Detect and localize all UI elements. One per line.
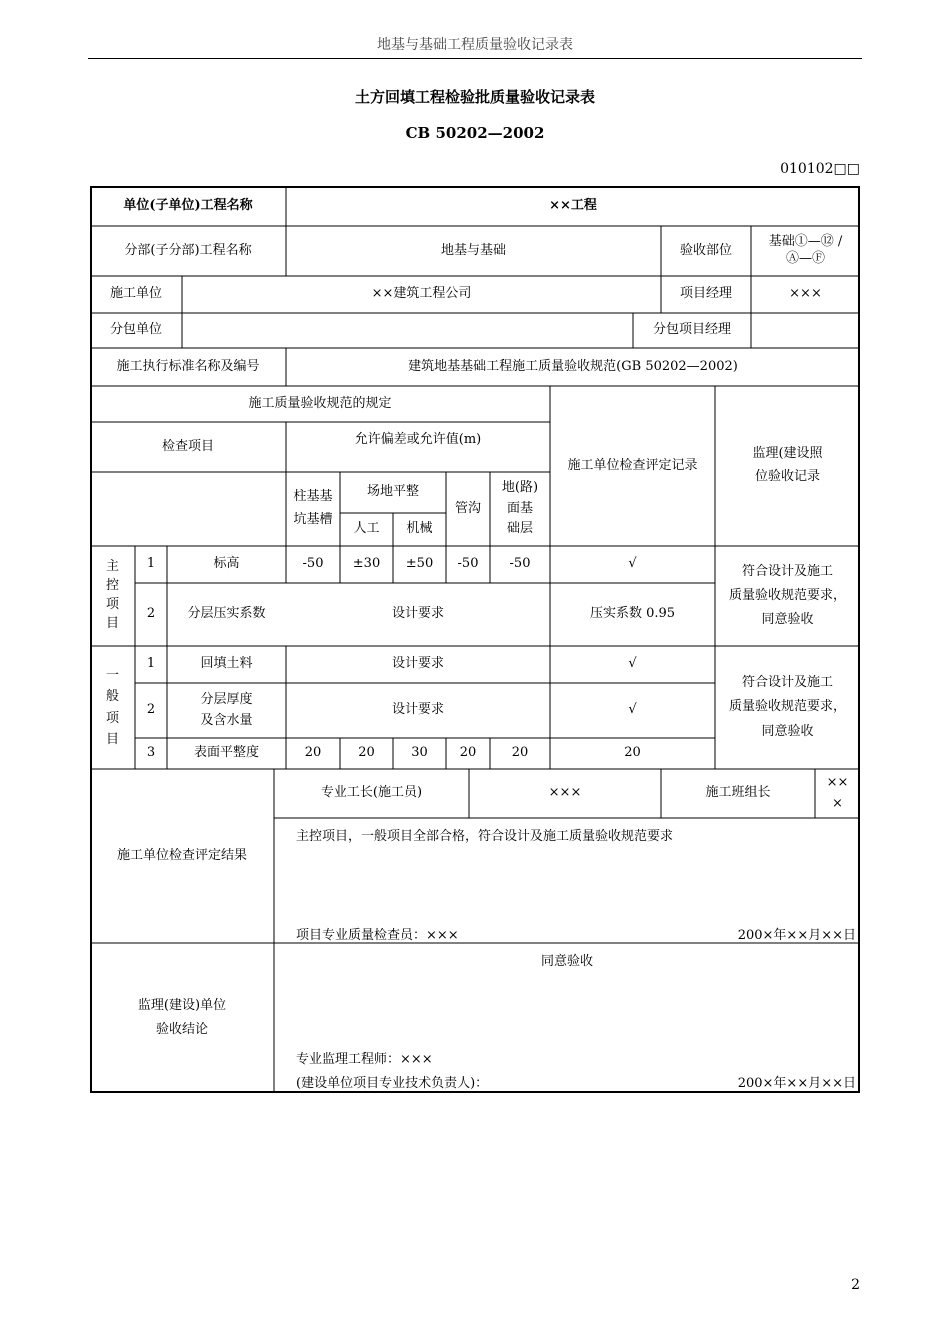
main-items-group-label: [90, 546, 135, 646]
main-row1-value-manual: ±30: [352, 556, 381, 572]
general-conclusion-line2: 质量验收规范要求，: [728, 699, 846, 715]
main-row2-record: 压实系数 0.95: [589, 606, 676, 622]
general-row2-name-line1: 分层厚度: [200, 691, 253, 707]
project-manager: ×××: [789, 286, 822, 302]
general-row1-record: √: [628, 656, 637, 672]
general-group-char: 一: [105, 667, 119, 683]
form-code: 010102□□: [780, 161, 860, 177]
standard-value: 建筑地基基础工程施工质量验收规范(GB 50202—2002): [408, 358, 738, 374]
supervisor-result-label: [90, 943, 274, 1093]
main-group-char: 项: [105, 597, 119, 612]
general-row2-name: [167, 683, 286, 738]
subproject-name: 地基与基础: [440, 242, 506, 258]
main-row1-value-machine: ±50: [405, 556, 434, 572]
main-row1-value-pit: -50: [302, 556, 324, 572]
subproject-label: 分部(子分部)工程名称: [124, 242, 252, 258]
main-group-char: 控: [105, 578, 119, 594]
general-group-char: 般: [105, 689, 119, 705]
location-axis-line2: Ⓐ—Ⓕ: [785, 251, 825, 266]
main-row1-no: 1: [146, 556, 156, 572]
main-row1-name: 标高: [213, 556, 240, 572]
contractor-label: 施工单位: [109, 286, 162, 302]
col-road-line2: 面基: [506, 500, 533, 516]
supervisor-result-date: 200×年××月××日: [737, 1075, 856, 1091]
foreman-label: 专业工长(施工员): [320, 785, 423, 801]
general-conclusion-line3: 同意验收: [761, 723, 814, 739]
general-row2-value: 设计要求: [391, 702, 444, 718]
form-title: 土方回填工程检验批质量验收记录表: [354, 88, 595, 106]
general-row1-value: 设计要求: [391, 656, 444, 672]
spec-header: 施工质量验收规范的规定: [248, 395, 392, 411]
sub-pm-label: 分包项目经理: [652, 322, 731, 338]
location-label: 验收部位: [679, 242, 732, 258]
sub-pm: [751, 313, 860, 348]
general-items-conclusion: [715, 646, 860, 769]
col-road-line3: 础层: [506, 521, 533, 537]
col-trench-header: 管沟: [454, 500, 481, 516]
main-row1-value-road: -50: [509, 556, 531, 572]
col-road-header: [490, 472, 550, 546]
team-leader-label: 施工班组长: [705, 785, 771, 801]
team-leader-line1: ××: [826, 774, 849, 790]
page-number: 2: [851, 1277, 860, 1293]
general-row1-no: 1: [146, 656, 156, 672]
running-header: 地基与基础工程质量验收记录表: [377, 37, 573, 53]
col-pit-line1: 柱基基: [293, 489, 333, 505]
foreman-name: ×××: [548, 785, 582, 801]
general-row2-name-line2: 及含水量: [200, 712, 253, 728]
supervisor-result-text: 同意验收: [540, 953, 593, 969]
general-row3-value-trench: 20: [459, 745, 477, 761]
main-row2-value: 设计要求: [391, 606, 444, 622]
standard-label: 施工执行标准名称及编号: [116, 358, 260, 374]
contractor-result-label: 施工单位检查评定结果: [116, 847, 247, 863]
general-row2-no: 2: [146, 702, 156, 718]
col-pit-line2: 坑基槽: [293, 512, 333, 527]
team-leader-name: [815, 769, 860, 818]
team-leader-line2: ×: [832, 795, 843, 811]
main-row2-name: 分层压实系数: [187, 606, 266, 622]
subcontractor-label: 分包单位: [109, 322, 162, 338]
general-row3-value-road: 20: [511, 745, 529, 761]
project-name: ××工程: [549, 197, 597, 213]
tolerance-header: 允许偏差或允许值(m): [354, 431, 482, 447]
general-row3-name: 表面平整度: [193, 745, 259, 761]
col-site-header: 场地平整: [366, 484, 419, 500]
general-group-char: 项: [105, 710, 119, 726]
general-row1-name: 回填土料: [200, 656, 253, 672]
main-row2-no: 2: [146, 606, 156, 622]
project-manager-label: 项目经理: [679, 286, 732, 302]
general-row3-value-pit: 20: [304, 745, 322, 761]
contractor-result-date: 200×年××月××日: [737, 927, 856, 943]
supervisor-record-header: [715, 386, 860, 546]
main-conclusion-line2: 质量验收规范要求，: [728, 587, 846, 603]
general-row2-record: √: [628, 702, 637, 718]
main-group-char: 主: [105, 559, 119, 575]
general-row3-record: 20: [624, 745, 641, 761]
main-group-char: 目: [105, 615, 119, 631]
owner-representative: (建设单位项目专业技术负责人)：: [296, 1076, 489, 1091]
main-items-conclusion: [715, 546, 860, 646]
col-machine-header: 机械: [406, 521, 433, 537]
general-group-char: 目: [105, 731, 119, 747]
supervisor-label-line1: 监理(建设)单位: [137, 997, 227, 1013]
supervisor-label-line2: 验收结论: [155, 1022, 208, 1037]
supervisor-record-line2: 位验收记录: [754, 469, 820, 484]
main-conclusion-line3: 同意验收: [761, 612, 814, 628]
contractor-name: ××建筑工程公司: [371, 286, 472, 302]
general-items-group-label: [90, 646, 135, 769]
project-name-label: 单位(子单位)工程名称: [123, 197, 253, 213]
supervisor-record-line1: 监理(建设照: [752, 446, 823, 462]
subcontractor-name: [182, 313, 633, 348]
main-row1-value-trench: -50: [457, 556, 479, 572]
main-row1-record: √: [628, 556, 637, 572]
contractor-record-header: 施工单位检查评定记录: [567, 457, 698, 473]
general-row3-value-machine: 30: [411, 745, 428, 761]
general-conclusion-line1: 符合设计及施工: [741, 675, 833, 691]
location-axis-line1: 基础①—⑫ /: [768, 234, 843, 250]
col-pit-header: [286, 472, 340, 546]
supervising-engineer: 专业监理工程师：×××: [296, 1052, 433, 1067]
standard-code: CB 50202—2002: [405, 124, 545, 142]
main-conclusion-line1: 符合设计及施工: [741, 563, 833, 579]
general-row3-value-manual: 20: [358, 745, 375, 761]
contractor-result-text: 主控项目，一般项目全部合格，符合设计及施工质量验收规范要求: [296, 829, 674, 844]
quality-inspector: 项目专业质量检查员：×××: [296, 928, 459, 943]
general-row3-no: 3: [146, 745, 156, 761]
col-road-line1: 地(路): [501, 479, 539, 495]
location-value: [751, 226, 860, 276]
check-item-header: 检查项目: [161, 438, 214, 454]
col-manual-header: 人工: [353, 521, 380, 537]
